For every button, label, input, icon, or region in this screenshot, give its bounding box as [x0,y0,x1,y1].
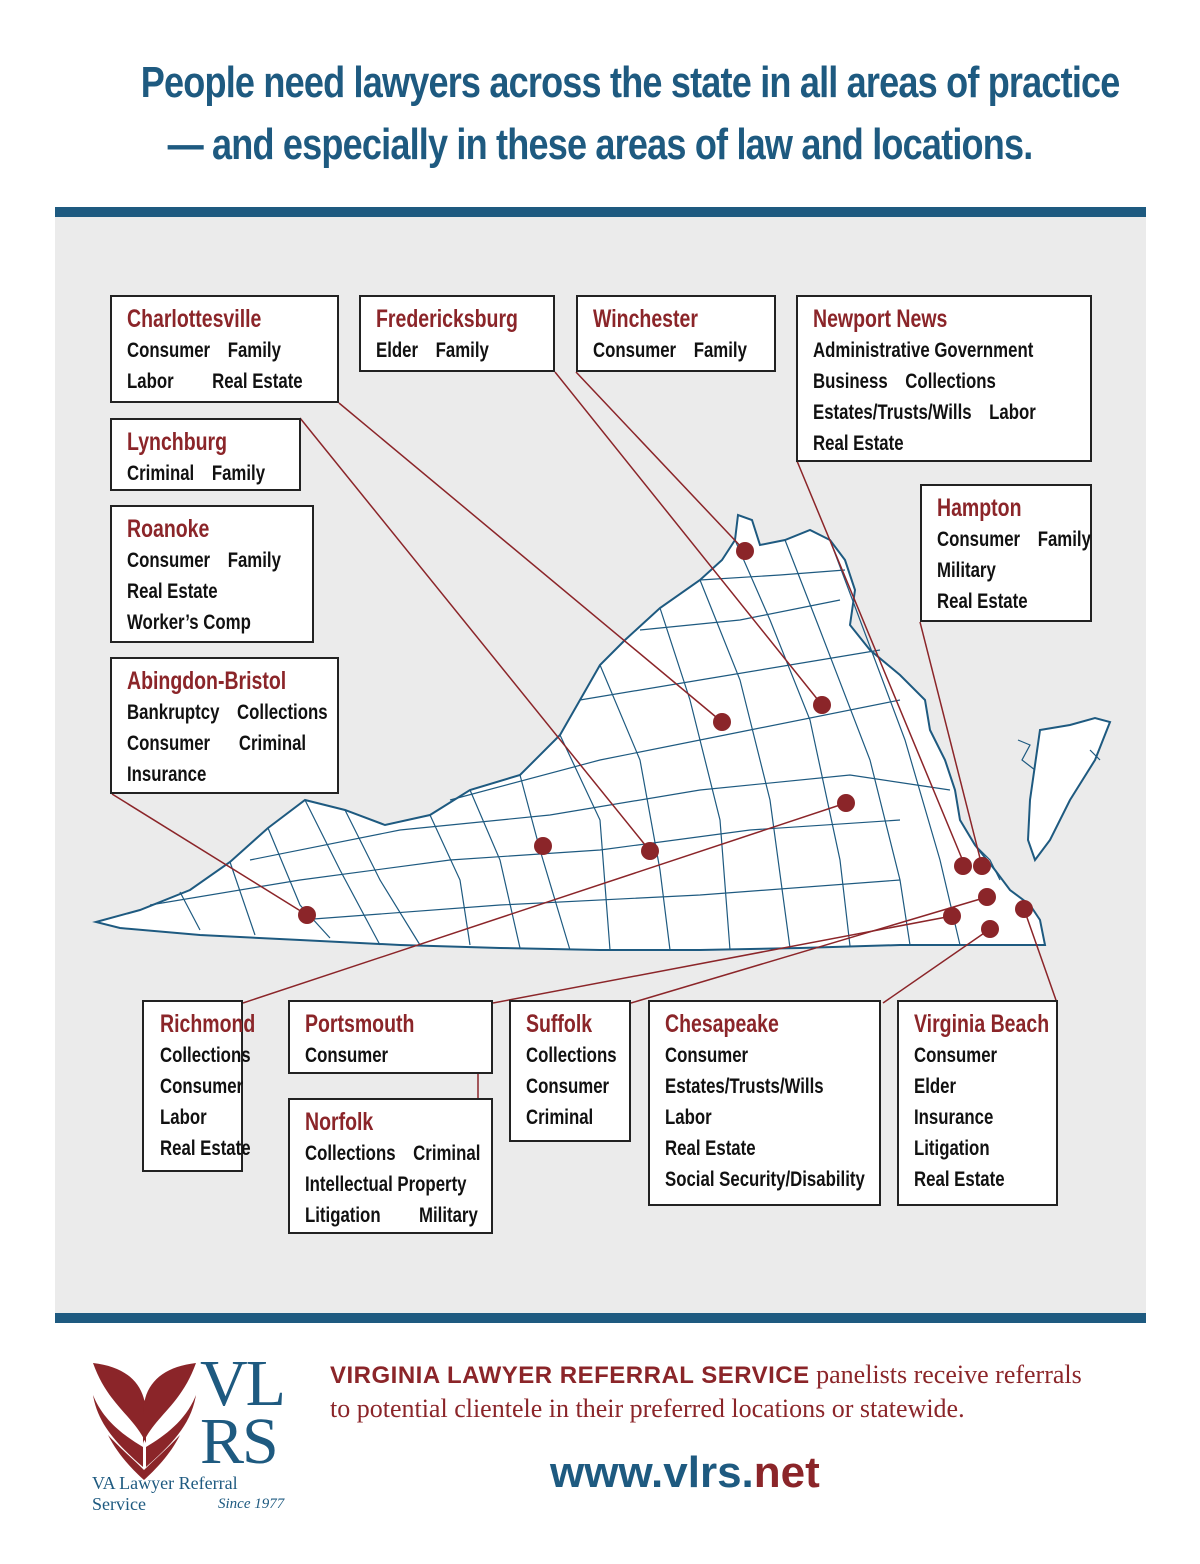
city-name: Chesapeake [665,1010,779,1038]
box-fredericksburg [359,295,555,372]
box-newport-news [796,295,1092,462]
practice-line: Elder [914,1075,957,1098]
practice-line: Real Estate [160,1137,251,1160]
marker-hampton [973,857,991,875]
city-name: Abingdon-Bristol [127,667,287,695]
marker-roanoke [534,837,552,855]
practice-line: Labor [665,1106,712,1129]
org-name: VIRGINIA LAWYER REFERRAL SERVICE [330,1362,810,1389]
logo-letters: VL RS [200,1347,284,1478]
practice-line: Business Collections [813,370,996,393]
url-part-2[interactable]: net [753,1448,820,1497]
box-portsmouth [288,1000,493,1074]
city-name: Charlottesville [127,305,262,333]
city-name: Fredericksburg [376,305,518,333]
practice-line: Elder Family [376,339,489,362]
practice-line: Real Estate [813,432,904,455]
practice-line: Consumer Family [593,339,747,362]
box-winchester [576,295,776,372]
practice-line: Consumer Family [937,528,1091,551]
practice-line: Estates/Trusts/Wills [665,1075,824,1098]
practice-line: Real Estate [914,1168,1005,1191]
practice-line: Consumer [665,1044,749,1067]
box-charlottesville [110,295,339,403]
city-name: Lynchburg [127,428,228,456]
url-part-1[interactable]: www.vlrs. [550,1448,754,1497]
box-chesapeake [648,1000,881,1206]
headline-line-1: People need lawyers across the state in all areas of practice [140,58,1120,107]
city-name: Winchester [593,305,698,333]
practice-line: Litigation Military [305,1204,478,1227]
marker-richmond [837,794,855,812]
logo-subtitle: VA Lawyer Referral Service [92,1473,238,1514]
marker-newport-news [954,857,972,875]
practice-line: Military [937,559,996,582]
practice-line: Criminal [526,1106,594,1129]
practice-line: Collections [160,1044,251,1067]
box-lynchburg [110,418,301,491]
marker-virginia-beach [1015,900,1033,918]
practice-line: Insurance [914,1106,994,1129]
website-link[interactable] [550,1448,820,1498]
practice-line: Insurance [127,763,207,786]
eastern-shore [1028,718,1110,860]
practice-line: Consumer [160,1075,244,1098]
footer-text-1: panelists receive referrals [809,1360,1082,1389]
headline-line-2: — and especially in these areas of law and locations. [167,120,1033,169]
practice-line: Consumer [305,1044,389,1067]
box-virginia-beach [897,1000,1058,1206]
marker-norfolk [978,888,996,906]
city-name: Newport News [813,305,948,333]
marker-abingdon-bristol [298,906,316,924]
practice-line: Consumer Family [127,549,281,572]
marker-chesapeake [981,920,999,938]
practice-line: Worker’s Comp [127,611,251,634]
city-name: Virginia Beach [914,1010,1050,1038]
practice-line: Labor Real Estate [127,370,303,393]
footer-text [330,1358,1160,1425]
practice-line: Consumer Criminal [127,732,307,755]
marker-lynchburg [641,842,659,860]
marker-fredericksburg [813,696,831,714]
box-richmond [142,1000,256,1172]
footer-text-2: to potential clientele in their preferred locations or statewide. [330,1394,965,1423]
practice-line: Estates/Trusts/Wills Labor [813,401,1036,424]
practice-line: Administrative Government [813,339,1034,362]
box-hampton [920,484,1092,622]
city-name: Norfolk [305,1108,374,1136]
box-roanoke [110,505,314,643]
city-name: Roanoke [127,515,210,543]
practice-line: Real Estate [665,1137,756,1160]
practice-line: Real Estate [127,580,218,603]
marker-charlottesville [713,713,731,731]
city-name: Suffolk [526,1010,593,1038]
box-abingdon-bristol [110,657,339,794]
marker-portsmouth [943,907,961,925]
practice-line: Real Estate [937,590,1028,613]
practice-line: Intellectual Property [305,1173,467,1196]
practice-line: Bankruptcy Collections [127,701,328,724]
practice-line: Social Security/Disability [665,1168,865,1191]
practice-line: Consumer [914,1044,998,1067]
practice-line: Consumer [526,1075,610,1098]
practice-line: Consumer Family [127,339,281,362]
practice-line: Collections Criminal [305,1142,481,1165]
practice-line: Labor [160,1106,207,1129]
city-name: Hampton [937,494,1022,522]
marker-winchester [736,542,754,560]
city-name: Richmond [160,1010,256,1038]
box-suffolk [509,1000,631,1142]
logo-since: Since 1977 [218,1496,285,1512]
practice-line: Litigation [914,1137,990,1160]
box-norfolk [288,1098,493,1234]
practice-line: Collections [526,1044,617,1067]
city-name: Portsmouth [305,1010,415,1038]
practice-line: Criminal Family [127,462,266,485]
